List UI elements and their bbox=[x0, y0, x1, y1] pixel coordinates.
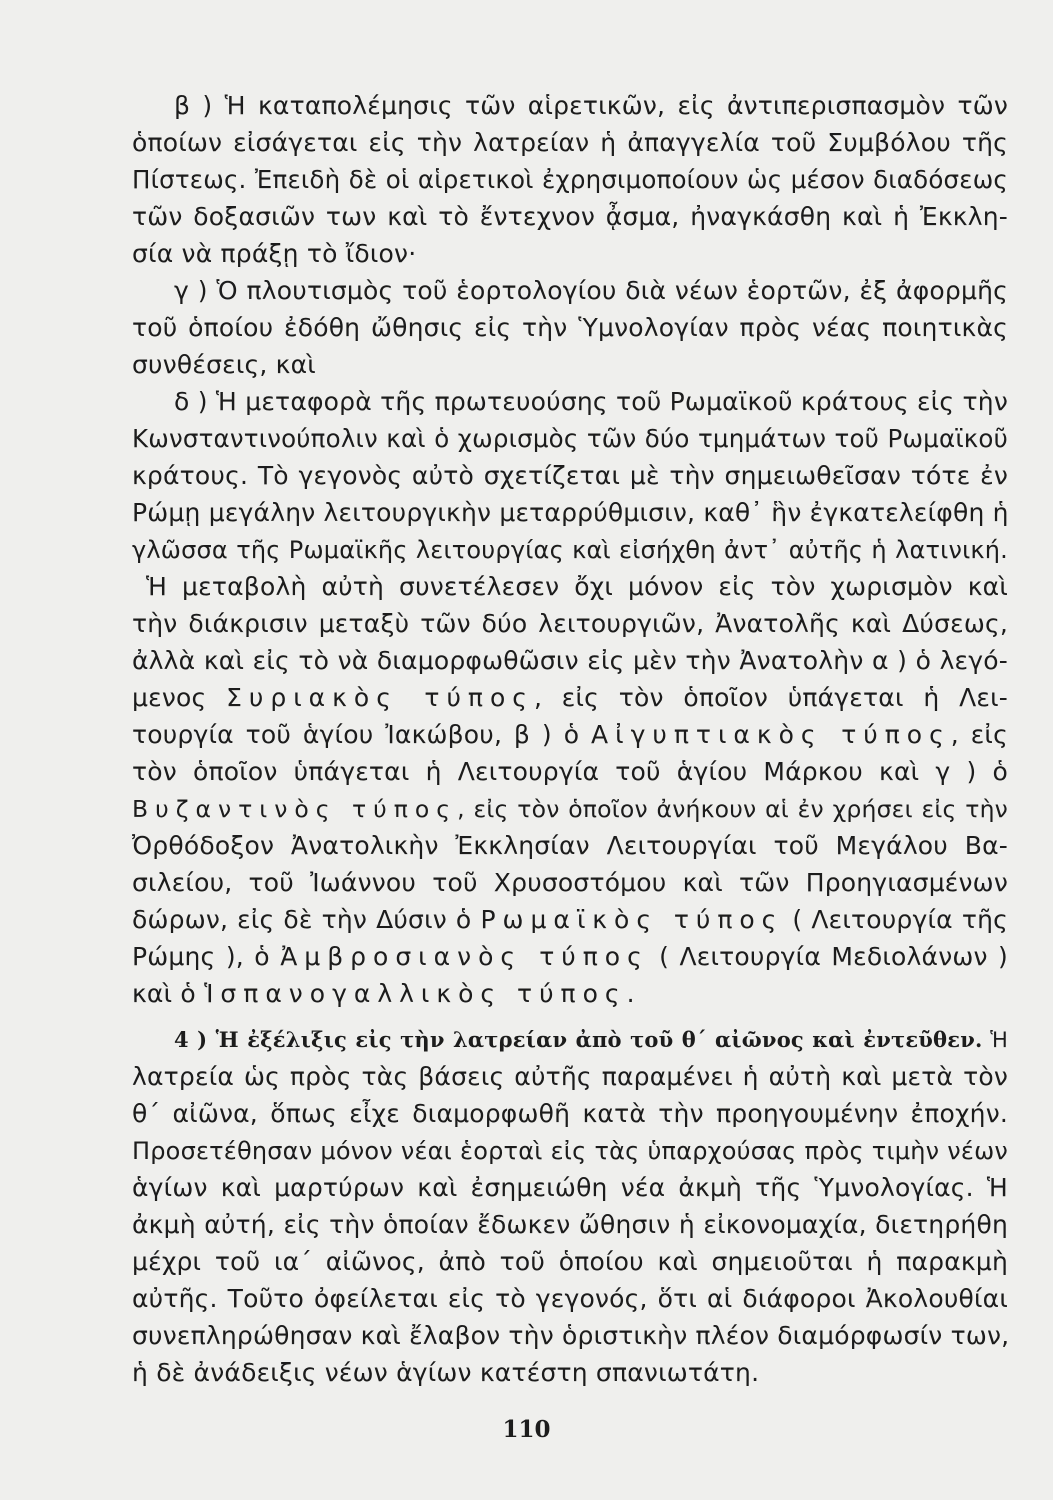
paragraph-beta-line-2: ὁποίων εἰσάγεται εἰς τὴν λατρείαν ἡ ἀπαγγελία τοῦ Συμβόλου τῆς bbox=[132, 128, 1008, 157]
section-4-line-1: 4 ) Ἡ ἐξέλιξις εἰς τὴν λατρείαν ἀπὸ τοῦ θ´ αἰῶνος καὶ ἐντεῦθεν. Ἡ bbox=[174, 1027, 1008, 1052]
spaced-term-egyptian: Αἰγυπτιακὸς τύπος bbox=[591, 720, 951, 749]
paragraph-gamma-line-1: γ ) Ὁ πλουτισμὸς τοῦ ἑορτολογίου διὰ νέων ἑορτῶν, ἐξ ἀφορμῆς bbox=[174, 276, 1008, 305]
section-4-line-2: λατρεία ὡς πρὸς τὰς βάσεις αὐτῆς παραμένει ἡ αὐτὴ καὶ μετὰ τὸν bbox=[132, 1062, 1008, 1091]
section-4-heading: 4 ) Ἡ ἐξέλιξις εἰς τὴν λατρείαν ἀπὸ τοῦ θ´ αἰῶνος καὶ ἐντεῦθεν. bbox=[174, 1027, 983, 1052]
page-number: 110 bbox=[502, 1416, 551, 1443]
paragraph-change-line-8: Ὀρθόδοξον Ἀνατολικὴν Ἐκκλησίαν Λειτουργίαι τοῦ Μεγάλου Βα- bbox=[132, 831, 1008, 860]
paragraph-change-line-2: τὴν διάκρισιν μεταξὺ τῶν δύο λειτουργιῶν, Ἀνατολῆς καὶ Δύσεως, bbox=[132, 609, 1008, 638]
section-4-line-9: συνεπληρώθησαν καὶ ἔλαβον τὴν ὁριστικὴν πλέον διαμόρφωσίν των, bbox=[132, 1321, 1010, 1350]
paragraph-beta-line-1: β ) Ἡ καταπολέμησις τῶν αἱρετικῶν, εἰς ἀντιπερισπασμὸν τῶν bbox=[174, 91, 1008, 120]
section-4-line-6: ἀκμὴ αὐτή, εἰς τὴν ὁποίαν ἔδωκεν ὤθησιν ἡ εἰκονομαχία, διετηρήθη bbox=[132, 1210, 1008, 1239]
section-4-line-7: μέχρι τοῦ ια´ αἰῶνος, ἀπὸ τοῦ ὁποίου καὶ σημειοῦται ἡ παρακμὴ bbox=[132, 1247, 1008, 1276]
spaced-term-hispano-gallic: Ἱσπανογαλλικὸς τύπος bbox=[204, 979, 627, 1008]
spaced-term-ambrosian: Ἀμβροσιανὸς τύπος bbox=[280, 942, 649, 971]
paragraph-change-line-10: δώρων, εἰς δὲ τὴν Δύσιν ὁ Ρωμαϊκὸς τύπος ( Λειτουργία τῆς bbox=[132, 905, 1008, 934]
section-4-line-8: αὐτῆς. Τοῦτο ὀφείλεται εἰς τὸ γεγονός, ὅτι αἱ διάφοροι Ἀκολουθίαι bbox=[132, 1284, 1008, 1313]
paragraph-beta-line-4: τῶν δοξασιῶν των καὶ τὸ ἔντεχνον ᾆσμα, ἠναγκάσθη καὶ ἡ Ἐκκλη- bbox=[132, 202, 1008, 231]
spaced-term-byzantine: Βυζαντινὸς τύπος bbox=[132, 795, 458, 823]
section-4-line-4: Προσετέθησαν μόνον νέαι ἑορταὶ εἰς τὰς ὑπαρχούσας πρὸς τιμὴν νέων bbox=[132, 1137, 1008, 1165]
paragraph-change-line-7: Βυζαντινὸς τύπος, εἰς τὸν ὁποῖον ἀνήκουν αἱ ἐν χρήσει εἰς τὴν bbox=[132, 795, 1008, 823]
paragraph-change-line-6: τὸν ὁποῖον ὑπάγεται ἡ Λειτουργία τοῦ ἁγίου Μάρκου καὶ γ ) ὁ bbox=[132, 757, 1008, 786]
paragraph-change-line-1: Ἡ μεταβολὴ αὐτὴ συνετέλεσεν ὄχι μόνον εἰς τὸν χωρισμὸν καὶ bbox=[146, 572, 1008, 601]
paragraph-change-line-4: μενος Συριακὸς τύπος, εἰς τὸν ὁποῖον ὑπάγεται ἡ Λει- bbox=[132, 683, 1008, 712]
paragraph-gamma-line-3: συνθέσεις, καὶ bbox=[132, 350, 316, 379]
paragraph-delta-line-2: Κωνσταντινούπολιν καὶ ὁ χωρισμὸς τῶν δύο τμημάτων τοῦ Ρωμαϊκοῦ bbox=[132, 424, 1008, 453]
section-4-line-3: θ´ αἰῶνα, ὅπως εἶχε διαμορφωθῆ κατὰ τὴν προηγουμένην ἐποχήν. bbox=[132, 1099, 1008, 1128]
section-4-line-5: ἁγίων καὶ μαρτύρων καὶ ἐσημειώθη νέα ἀκμὴ τῆς Ὑμνολογίας. Ἡ bbox=[132, 1173, 1008, 1202]
section-4-line-10: ἡ δὲ ἀνάδειξις νέων ἁγίων κατέστη σπανιωτάτη. bbox=[132, 1358, 760, 1387]
paragraph-beta-line-3: Πίστεως. Ἐπειδὴ δὲ οἱ αἱρετικοὶ ἐχρησιμοποίουν ὡς μέσον διαδόσεως bbox=[132, 165, 1008, 194]
paragraph-change-line-3: ἀλλὰ καὶ εἰς τὸ νὰ διαμορφωθῶσιν εἰς μὲν τὴν Ἀνατολὴν α ) ὁ λεγό- bbox=[132, 646, 1008, 675]
paragraph-change-line-5: τουργία τοῦ ἁγίου Ἰακώβου, β ) ὁ Αἰγυπτιακὸς τύπος, εἰς bbox=[132, 720, 1008, 749]
paragraph-change-line-12: καὶ ὁ Ἱσπανογαλλικὸς τύπος. bbox=[132, 979, 635, 1008]
spaced-term-roman: Ρωμαϊκὸς τύπος bbox=[480, 905, 784, 934]
spaced-term-syriac: Συριακὸς τύπος bbox=[226, 683, 534, 712]
paragraph-change-line-9: σιλείου, τοῦ Ἰωάννου τοῦ Χρυσοστόμου καὶ τῶν Προηγιασμένων bbox=[132, 868, 1008, 897]
paragraph-delta-line-3: κράτους. Τὸ γεγονὸς αὐτὸ σχετίζεται μὲ τὴν σημειωθεῖσαν τότε ἐν bbox=[132, 461, 1008, 490]
paragraph-beta-line-5: σία νὰ πράξῃ τὸ ἴδιον· bbox=[132, 239, 417, 268]
paragraph-change-line-11: Ρώμης ), ὁ Ἀμβροσιανὸς τύπος ( Λειτουργία Μεδιολάνων ) bbox=[132, 942, 1008, 971]
paragraph-delta-line-4: Ρώμῃ μεγάλην λειτουργικὴν μεταρρύθμισιν, καθ᾽ ἣν ἐγκατελείφθη ἡ bbox=[132, 498, 1009, 527]
paragraph-gamma-line-2: τοῦ ὁποίου ἐδόθη ὤθησις εἰς τὴν Ὑμνολογίαν πρὸς νέας ποιητικὰς bbox=[132, 313, 1008, 342]
paragraph-delta-line-5: γλῶσσα τῆς Ρωμαϊκῆς λειτουργίας καὶ εἰσήχθη ἀντ᾽ αὐτῆς ἡ λατινική. bbox=[132, 536, 1008, 564]
paragraph-delta-line-1: δ ) Ἡ μεταφορὰ τῆς πρωτευούσης τοῦ Ρωμαϊκοῦ κράτους εἰς τὴν bbox=[174, 387, 1008, 416]
